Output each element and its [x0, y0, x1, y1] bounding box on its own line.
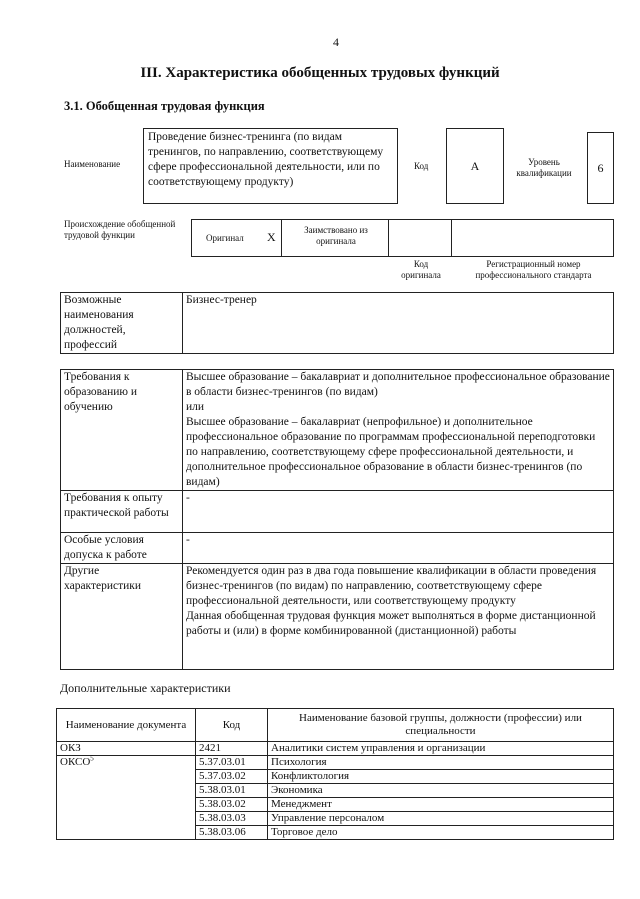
- original-mark: X: [267, 230, 276, 244]
- positions-table: [60, 292, 614, 354]
- borrowed-cell: [281, 219, 389, 257]
- okso-footnote: 5: [90, 754, 94, 763]
- col-doc-header: Наименование документа: [57, 709, 196, 742]
- req-other-line: Рекомендуется один раз в два года повышение квалификации в области проведения бизнес-тренингов (по видам) по направлению, соответствующему сфере профессиональной деятельности, или соответствующему продукту: [186, 565, 597, 607]
- req-other-label: Другие характеристики: [61, 564, 183, 670]
- req-conditions-value: -: [183, 533, 614, 564]
- col-code-header: Код: [196, 709, 268, 742]
- borrowed-label: Заимствовано из оригинала: [304, 225, 368, 246]
- okso-name: Торговое дело: [268, 826, 614, 840]
- code-original-label: Код оригинала: [401, 259, 441, 280]
- origin-label: Происхождение обобщенной трудовой функции: [64, 219, 176, 240]
- level-label: Уровень квалификации: [516, 157, 572, 178]
- requirements-table: [60, 369, 614, 670]
- okso-code: 5.38.03.03: [196, 812, 268, 826]
- page-number: 4: [333, 35, 339, 49]
- additional-table: [56, 708, 614, 840]
- reg-number-cell: [451, 219, 614, 257]
- additional-title: Дополнительные характеристики: [60, 681, 231, 695]
- col-name-header: Наименование базовой группы, должности (профессии) или специальности: [268, 709, 614, 742]
- req-conditions-label: Особые условия допуска к работе: [61, 533, 183, 564]
- positions-label: Возможные наименования должностей, профессий: [61, 293, 183, 354]
- okso-code: 5.38.03.06: [196, 826, 268, 840]
- okso-doc-label: ОКСО: [60, 756, 91, 768]
- okso-code: 5.37.03.02: [196, 770, 268, 784]
- req-other-value: [183, 564, 614, 670]
- reg-number-label: Регистрационный номер профессионального стандарта: [475, 259, 592, 280]
- level-value: 6: [597, 160, 604, 175]
- okso-name: Менеджмент: [268, 798, 614, 812]
- req-education-line: Высшее образование – бакалавриат и дополнительное профессиональное образование в области бизнес-тренингов (по видам): [186, 371, 610, 398]
- okso-name: Конфликтология: [268, 770, 614, 784]
- level-value-box: [587, 132, 614, 204]
- okso-code: 5.38.03.01: [196, 784, 268, 798]
- section-title: III. Характеристика обобщенных трудовых функций: [140, 65, 500, 81]
- okz-name: Аналитики систем управления и организации: [268, 742, 614, 756]
- okso-code: 5.37.03.01: [196, 756, 268, 770]
- okz-doc: ОКЗ: [57, 742, 196, 756]
- code-label: Код: [414, 161, 429, 171]
- code-original-cell: [388, 219, 452, 257]
- original-cell: [191, 219, 282, 257]
- okso-name: Управление персоналом: [268, 812, 614, 826]
- subsection-title: 3.1. Обобщенная трудовая функция: [64, 99, 265, 113]
- code-value: А: [470, 158, 480, 173]
- okso-code: 5.38.03.02: [196, 798, 268, 812]
- original-label: Оригинал: [206, 233, 244, 243]
- req-other-line: Данная обобщенная трудовая функция может выполняться в форме дистанционной работы и (или) в форме комбинированной (дистанционной) работы: [186, 610, 596, 637]
- function-name: Проведение бизнес-тренинга (по видам тренингов, по направлению, соответствующему сфере профессиональной деятельности, или по соответствующему продукту): [148, 131, 384, 188]
- okso-name: Экономика: [268, 784, 614, 798]
- okso-name: Психология: [268, 756, 614, 770]
- name-label: Наименование: [64, 159, 121, 169]
- okso-doc: [57, 756, 196, 840]
- req-experience-label: Требования к опыту практической работы: [61, 491, 183, 533]
- req-education-line: Высшее образование – бакалавриат (непрофильное) и дополнительное профессиональное образование по программам профессиональной переподготовки по направлению, соответствующему сфере профессиональной деятельности, и дополнительное профессиональное образование в области бизнес-тренингов (по видам): [186, 416, 596, 488]
- req-education-label: Требования к образованию и обучению: [61, 370, 183, 491]
- okz-code: 2421: [196, 742, 268, 756]
- req-education-value: [183, 370, 614, 491]
- function-name-box: [143, 128, 398, 204]
- code-value-box: [446, 128, 504, 204]
- req-education-line: или: [186, 401, 205, 413]
- req-experience-value: -: [183, 491, 614, 533]
- positions-value: Бизнес-тренер: [183, 293, 614, 354]
